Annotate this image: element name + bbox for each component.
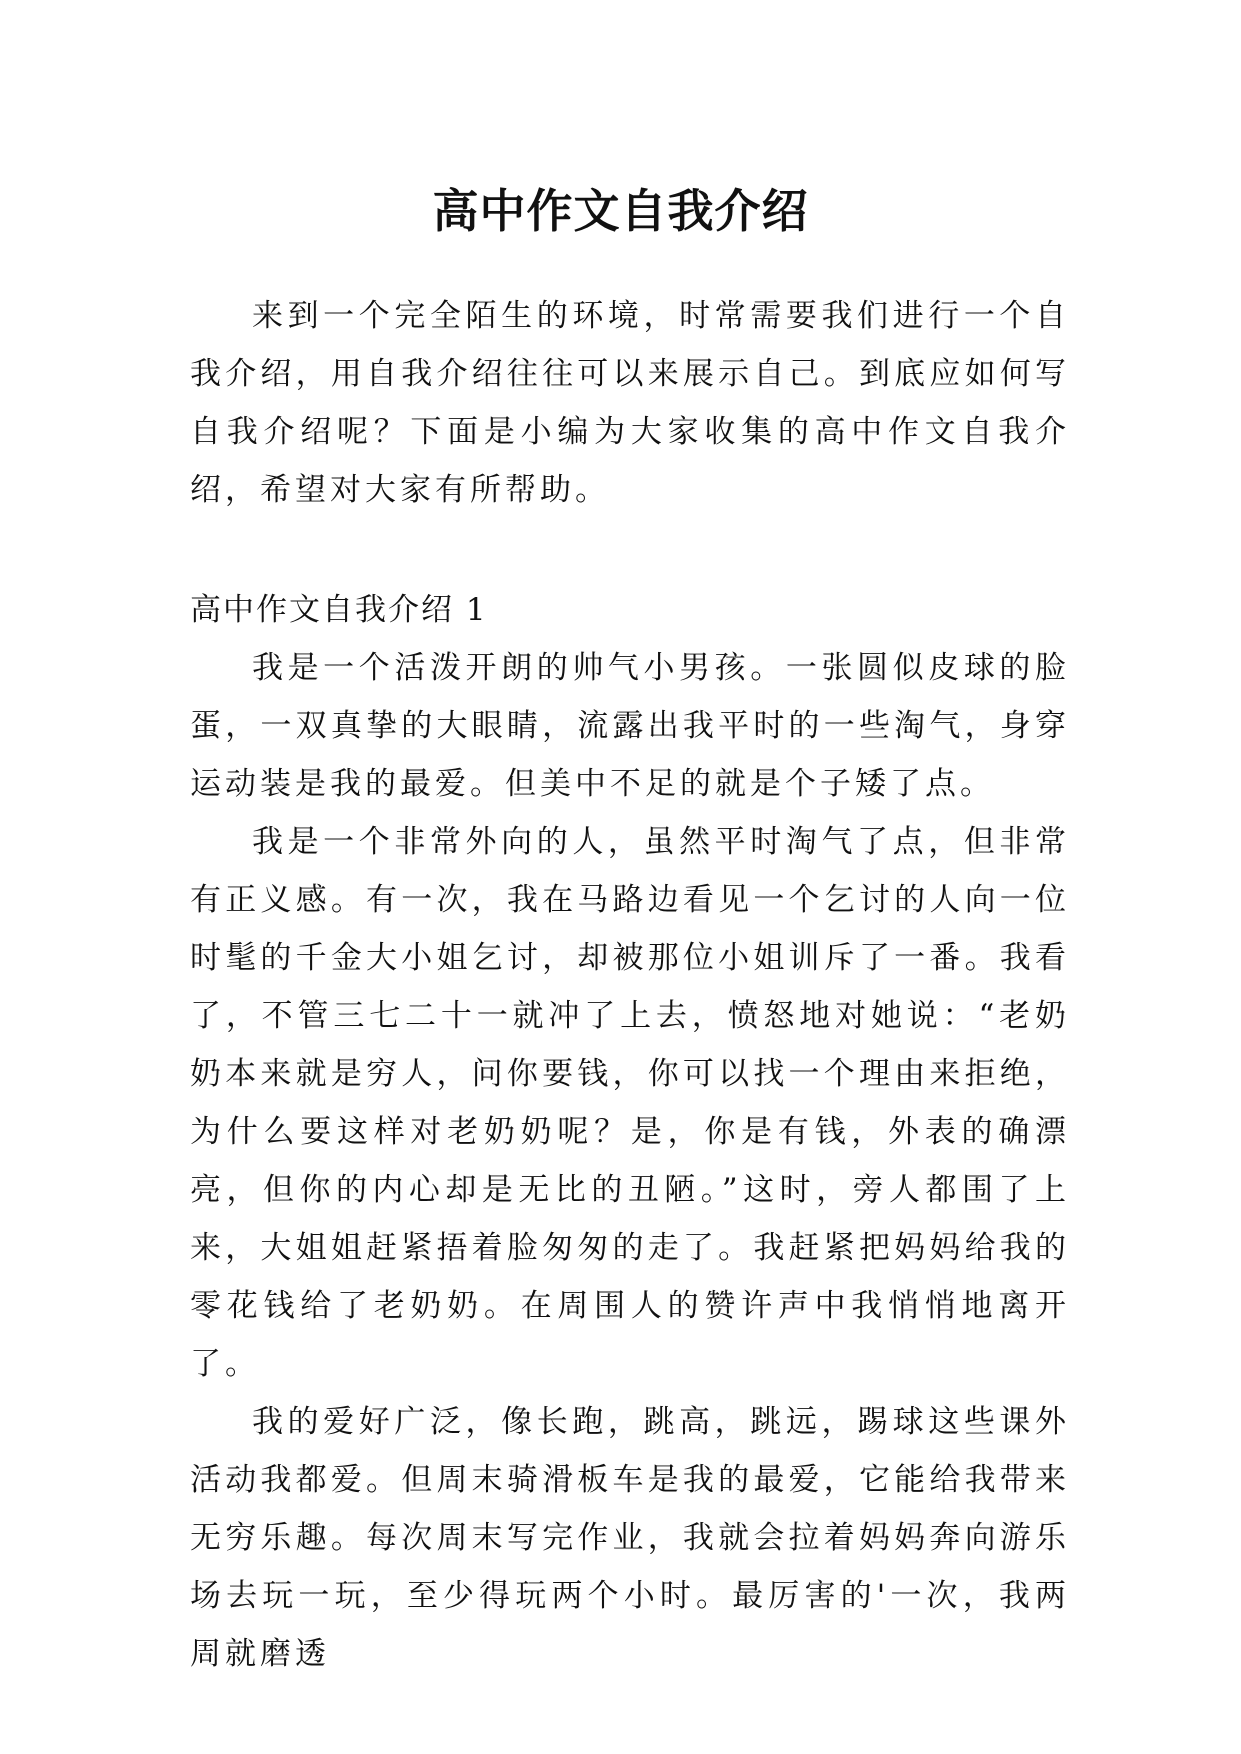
body-paragraph: 我的爱好广泛，像长跑，跳高，跳远，踢球这些课外活动我都爱。但周末骑滑板车是我的最爱，它能给我带来无穷乐趣。每次周末写完作业，我就会拉着妈妈奔向游乐场去玩一玩，至少得玩两个小时。最厉害的'一次，我两周就磨透 xyxy=(190,1404,1070,1672)
document-body xyxy=(190,287,1070,1683)
body-paragraph: 我是一个活泼开朗的帅气小男孩。一张圆似皮球的脸蛋，一双真挚的大眼睛，流露出我平时的一些淘气，身穿运动装是我的最爱。但美中不足的就是个子矮了点。 xyxy=(190,650,1070,802)
document-title: 高中作文自我介绍 xyxy=(432,183,809,238)
body-paragraph: 我是一个非常外向的人，虽然平时淘气了点，但非常有正义感。有一次，我在马路边看见一个乞讨的人向一位时髦的千金大小姐乞讨，却被那位小姐训斥了一番。我看了，不管三七二十一就冲了上去，愤怒地对她说：“老奶奶本来就是穷人，问你要钱，你可以找一个理由来拒绝，为什么要这样对老奶奶呢？是，你是有钱，外表的确漂亮，但你的内心却是无比的丑陋。”这时，旁人都围了上来，大姐姐赶紧捂着脸匆匆的走了。我赶紧把妈妈给我的零花钱给了老奶奶。在周围人的赞许声中我悄悄地离开了。 xyxy=(190,824,1070,1382)
intro-paragraph: 来到一个完全陌生的环境，时常需要我们进行一个自我介绍，用自我介绍往往可以来展示自己。到底应如何写自我介绍呢？下面是小编为大家收集的高中作文自我介绍，希望对大家有所帮助。 xyxy=(190,298,1070,508)
section-heading: 高中作文自我介绍 1 xyxy=(190,592,488,628)
